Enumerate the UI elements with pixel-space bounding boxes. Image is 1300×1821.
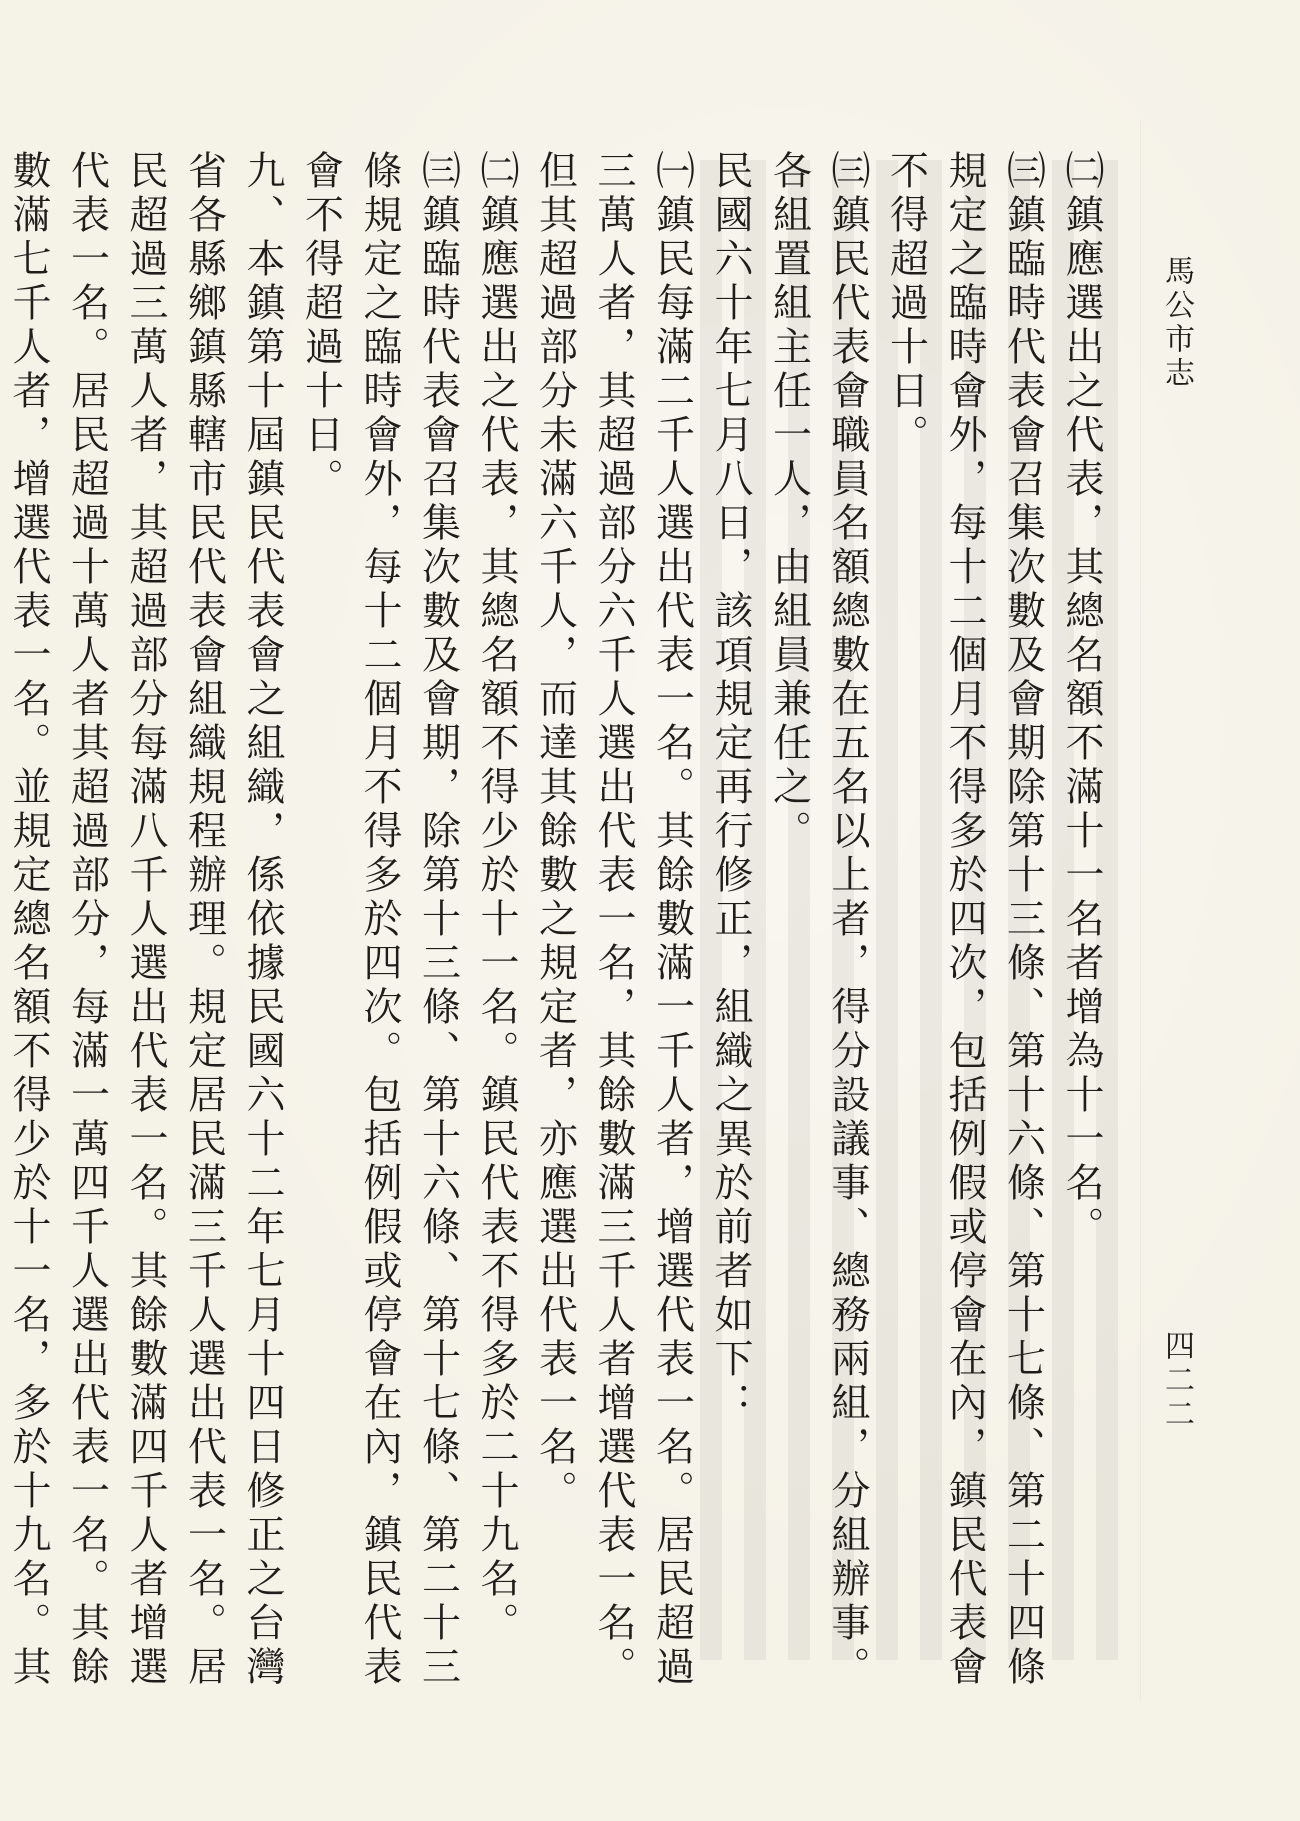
body-text — [6, 150, 1110, 1710]
paragraph: 九、本鎮第十屆鎮民代表會之組織，係依據民國六十二年七月十四日修正之台灣省各縣鄉鎮縣轄市民代表會組織規程辦理。規定居民滿三千人選出代表一名。居民超過三萬人者，其超過部分每滿八千人選出代表一名。其餘數滿四千人者增選代表一名。居民超過十萬人者其超過部分，每滿一萬四千人選出代表一名。其餘數滿七千人者，增選代表一名。並規定總名額不得少於十一名，多於十九名。其 — [6, 150, 285, 1690]
margin-divider — [1140, 120, 1141, 1700]
paragraph: 民國六十年七月八日，該項規定再行修正，組織之異於前者如下： — [708, 150, 753, 1426]
paragraph: ㈡鎮應選出之代表，其總名額不滿十一名者增為十一名。 — [1059, 150, 1104, 1250]
paragraph: ㈠鎮民每滿二千人選出代表一名。其餘數滿一千人者，增選代表一名。居民超過三萬人者，其超過部分六千人選出代表一名，其餘數滿三千人者增選代表一名。但其超過部分未滿六千人，而達其餘數之規定者，亦應選出代表一名。 — [532, 150, 695, 1690]
paragraph: ㈢鎮民代表會職員名額總數在五名以上者，得分設議事、總務兩組，分組辦事。各組置組主任一人，由組員兼任之。 — [766, 150, 870, 1690]
paragraph: ㈡鎮應選出之代表，其總名額不得少於十一名。鎮民代表不得多於二十九名。 — [474, 150, 519, 1646]
paragraph: ㈢鎮臨時代表會召集次數及會期，除第十三條、第十六條、第十七條、第二十三條規定之臨時會外，每十二個月不得多於四次。包括例假或停會在內，鎮民代表會不得超過十日。 — [298, 150, 461, 1690]
book-title: 馬公市志 — [1159, 255, 1194, 391]
page-number: 四二二 — [1159, 1330, 1194, 1432]
paragraph: ㈢鎮臨時代表會召集次數及會期除第十三條、第十六條、第十七條、第二十四條規定之臨時會外，每十二個月不得多於四次，包括例假或停會在內，鎮民代表會不得超過十日。 — [883, 150, 1046, 1690]
